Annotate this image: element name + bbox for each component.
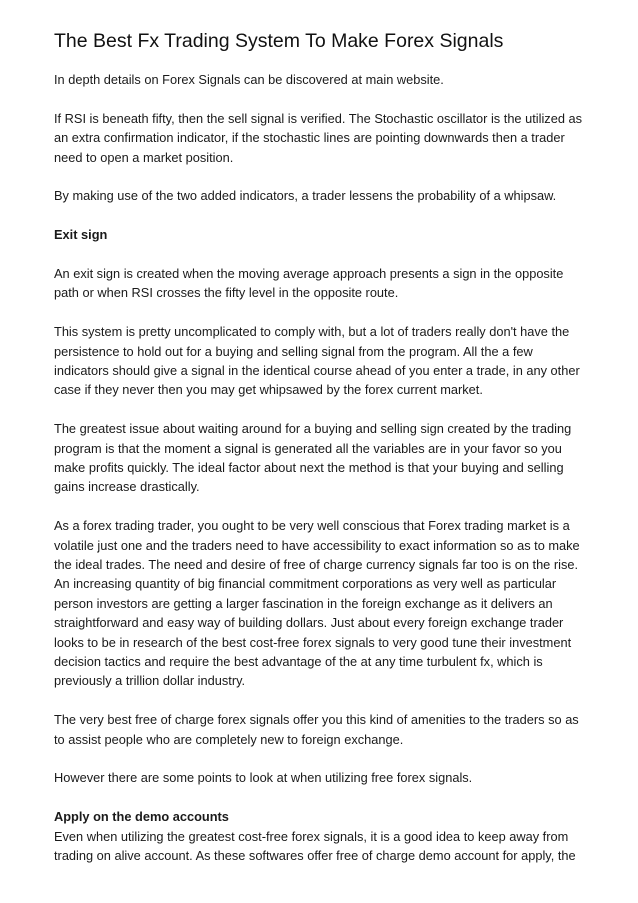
section-heading-exit-sign: Exit sign [54, 227, 108, 243]
paragraph-points: However there are some points to look at when utilizing free forex signals. [54, 770, 473, 786]
document-title: The Best Fx Trading System To Make Forex Signals [54, 30, 504, 52]
section-heading-demo-accounts: Apply on the demo accounts [54, 809, 229, 825]
paragraph-exit-sign: An exit sign is created when the moving average approach presents a sign in the opposite path or when RSI crosses the fifty level in the opposite route. [54, 266, 564, 301]
document-body [54, 70, 588, 885]
paragraph-rsi: If RSI is beneath fifty, then the sell signal is verified. The Stochastic oscillator is the utilized as an extra confirmation indicator, if the stochastic lines are pointing downwards then a trader need to open a market position. [54, 110, 583, 165]
paragraph-forex-trader: As a forex trading trader, you ought to be very well conscious that Forex trading market is a volatile just one and the traders need to have accessibility to exact information so as to make the ideal trades. The need and desire of free of charge currency signals far too is on the rise. An increasing quantity of big financial commitment corporations as very well as particular person investors are getting a larger fascination in the foreign exchange as it delivers an straightforward and easy way of building dollars. Just about every foreign exchange trader looks to be in research of the best cost-free forex signals to very good tune their investment decision tactics and require the best advantage of the at any time turbulent fx, which is previously a trillion dollar industry. [54, 518, 580, 689]
paragraph-greatest-issue: The greatest issue about waiting around for a buying and selling sign created by the trading program is that the moment a signal is generated all the variables are in your favor so you make profits quickly. The ideal factor about next the method is that your buying and selling gains increase drastically. [54, 421, 572, 495]
paragraph-best-signals: The very best free of charge forex signals offer you this kind of amenities to the traders so as to assist people who are completely new to foreign exchange. [54, 712, 579, 747]
paragraph-whipsaw: By making use of the two added indicators, a trader lessens the probability of a whipsaw. [54, 188, 557, 204]
paragraph-intro: In depth details on Forex Signals can be discovered at main website. [54, 72, 444, 87]
paragraph-demo: Even when utilizing the greatest cost-free forex signals, it is a good idea to keep away from trading on alive account. As these softwares offer free of charge demo account for apply, the [54, 828, 576, 864]
paragraph-system: This system is pretty uncomplicated to comply with, but a lot of traders really don't have the persistence to hold out for a buying and selling signal from the program. All the a few indicators should give a signal in the identical course ahead of you enter a trade, in any other case if they never then you may get whipsawed by the forex current market. [54, 324, 580, 398]
